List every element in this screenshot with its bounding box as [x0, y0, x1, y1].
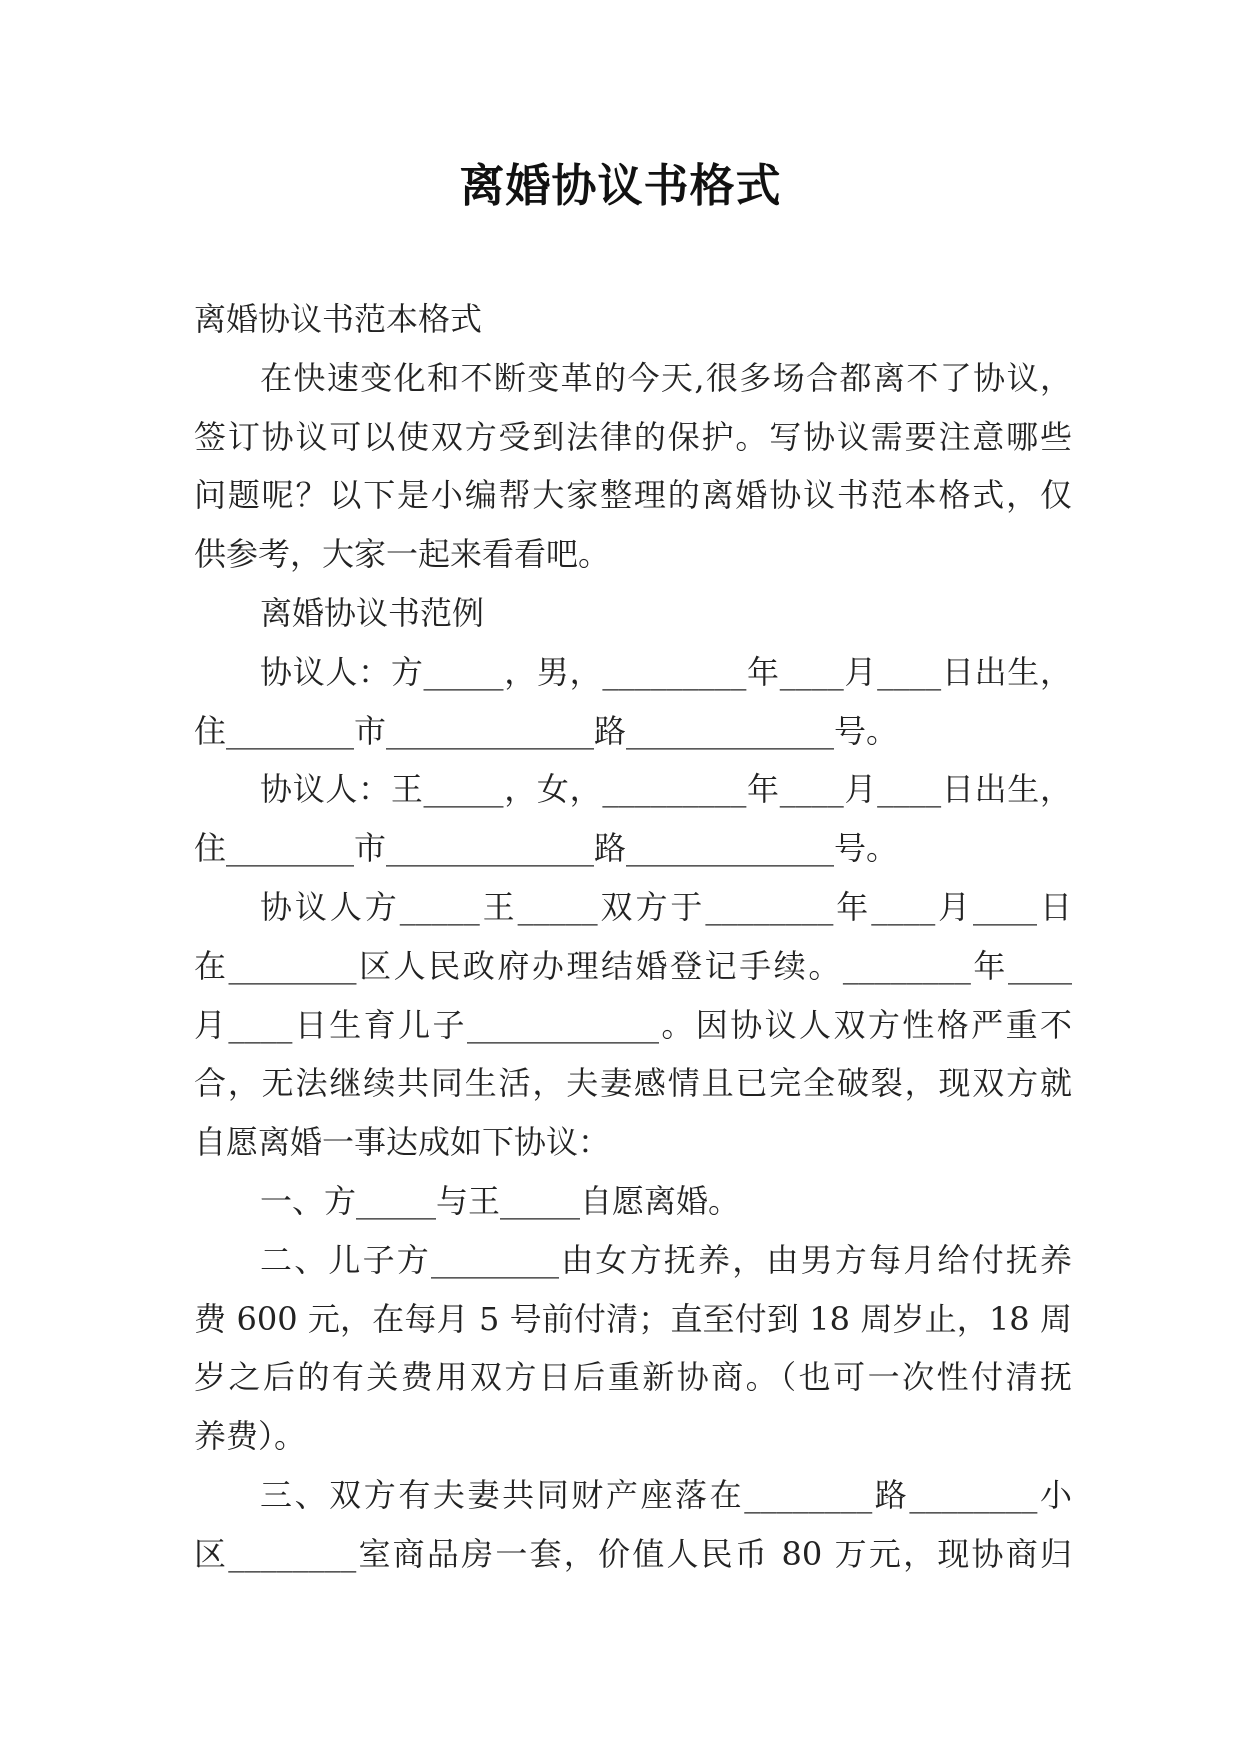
text-line: 签订协议可以使双方受到法律的保护。写协议需要注意哪些 — [194, 417, 1072, 456]
text-line: 养费）。 — [194, 1417, 307, 1456]
text-line: 自愿离婚一事达成如下协议： — [194, 1123, 611, 1162]
text-line: 在________区人民政府办理结婚登记手续。________年____ — [194, 946, 1072, 985]
document-title: 离婚协议书格式 — [459, 159, 782, 212]
section-heading: 离婚协议书范本格式 — [194, 300, 483, 338]
text-line: 岁之后的有关费用双方日后重新协商。（也可一次性付清抚 — [194, 1358, 1072, 1397]
text-line: 月____日生育儿子____________。因协议人双方性格严重不 — [194, 1005, 1072, 1044]
text-line: 三、双方有夫妻共同财产座落在________路________小 — [260, 1475, 1072, 1514]
text-line: 在快速变化和不断变革的今天,很多场合都离不了协议， — [260, 358, 1072, 397]
text-line: 二、儿子方________由女方抚养，由男方每月给付抚养 — [260, 1240, 1072, 1279]
text-line: 区________室商品房一套，价值人民币 80 万元，现协商归 — [194, 1534, 1072, 1573]
subsection-heading: 离婚协议书范例 — [260, 593, 485, 632]
text-line: 协议人方_____王_____双方于________年____月____日 — [260, 887, 1072, 926]
text-line: 合，无法继续共同生活，夫妻感情且已完全破裂，现双方就 — [194, 1064, 1072, 1103]
text-line: 协议人：方_____，男，_________年____月____日出生， — [260, 652, 1072, 691]
text-line: 供参考，大家一起来看看吧。 — [194, 535, 611, 574]
text-line: 一、方_____与王_____自愿离婚。 — [260, 1181, 741, 1220]
text-line: 问题呢？以下是小编帮大家整理的离婚协议书范本格式，仅 — [194, 476, 1072, 515]
text-line: 费 600 元，在每月 5 号前付清；直至付到 18 周岁止，18 周 — [194, 1299, 1072, 1338]
text-line: 住________市_____________路_____________号。 — [194, 711, 899, 750]
text-line: 住________市_____________路_____________号。 — [194, 829, 899, 868]
document-body — [194, 290, 1072, 1584]
text-line: 协议人：王_____，女，_________年____月____日出生， — [260, 770, 1072, 809]
